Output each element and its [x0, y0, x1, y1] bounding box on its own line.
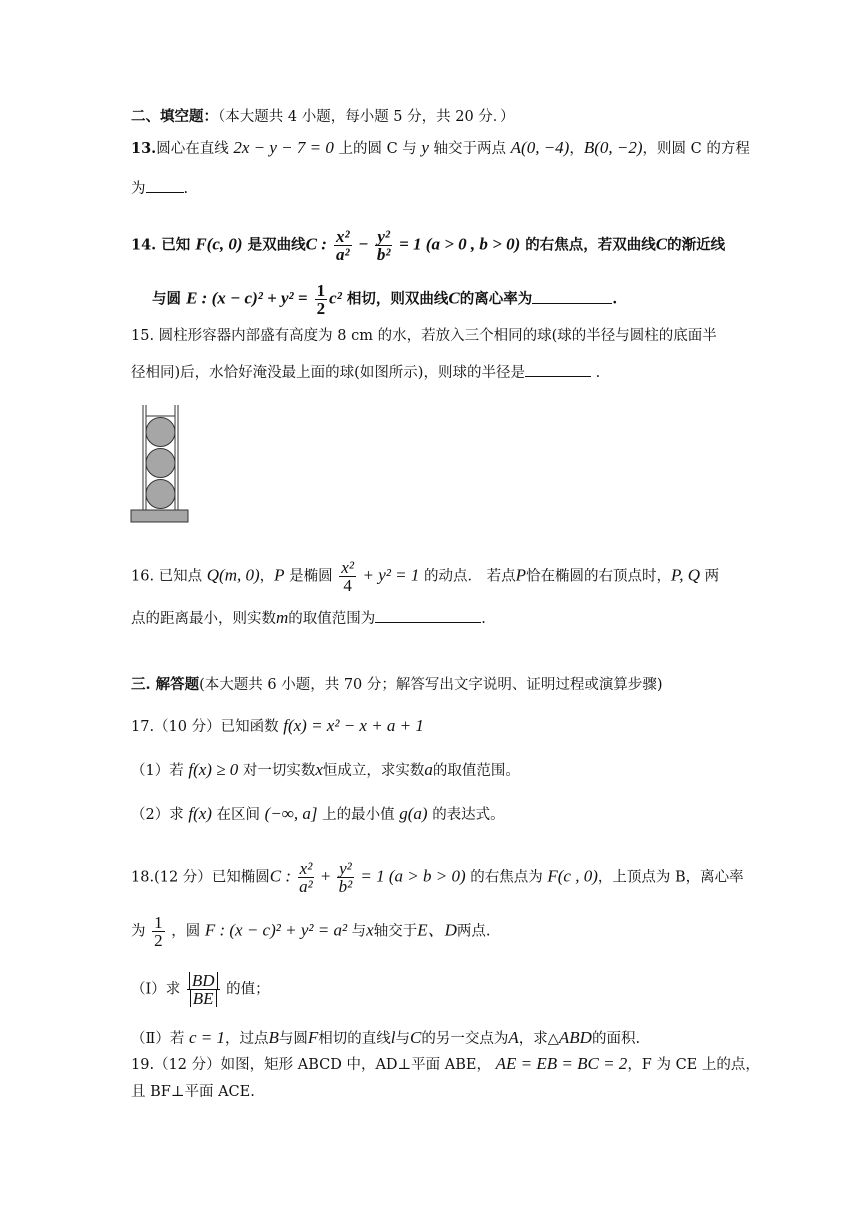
question-17-part-2: （2）求 f(x) 在区间 (−∞, a] 上的最小值 g(a) 的表达式。	[131, 804, 505, 823]
question-18-line-1: 18.(12 分）已知椭圆C : $\frac{\text{x²}}{\text{a²}}$ + $\frac{\text{y²}}{\text{b²}}$ = 1 (a > b > 0) 的右焦点为 F(c , 0)，上顶点为 B，离心率	[131, 859, 744, 896]
question-18-line-2: 为 $\frac{1}{2}$ ，圆 F : (x − c)² + y² = a² 与x轴交于E、D两点.	[131, 913, 491, 950]
answer-blank	[525, 362, 591, 377]
question-14-line-1: 14. 已知 F(c, 0) 是双曲线C : $\frac{\text{x²}}{\text{a²}}$ − $\frac{\text{y²}}{\text{b²}}$ = 1 (a > 0 , b > 0) 的右焦点，若双曲线C的渐近线	[131, 227, 726, 264]
question-15-line-2: 径相同)后，水恰好淹没最上面的球(如图所示)，则球的半径是 .	[131, 362, 600, 383]
line-equation: 2x − y − 7 = 0	[233, 138, 334, 157]
section-2-note: （本大题共 4 小题，每小题 5 分，共 20 分．）	[218, 109, 515, 125]
question-16-line-1: 16. 已知点 Q(m, 0)，P 是椭圆 $\frac{\text{x²}}{4}$ + y² = 1 的动点． 若点P恰在椭圆的右顶点时，P, Q 两	[131, 558, 720, 595]
question-19-line-2: 且 BF⊥平面 ACE.	[131, 1084, 255, 1100]
interval: (−∞, a]	[264, 804, 318, 823]
ball-middle	[146, 449, 175, 478]
fraction-y2-b2: $\frac{\text{y²}}{\text{b²}}$	[338, 859, 353, 896]
point-b: B(0, −2)	[583, 138, 643, 157]
fraction-x2-a2: $\frac{\text{x²}}{\text{a²}}$	[299, 859, 313, 896]
fraction-y2-b2: $\frac{\text{y²}}{\text{b²}}$	[376, 227, 391, 264]
question-14-line-2: 与圆 E : (x − c)² + y² = $\frac{1}{2}$ c² 相切，则双曲线C的离心率为 .	[152, 281, 618, 318]
question-17-line-1: 17.（10 分）已知函数 f(x) = x² − x + a + 1	[131, 716, 424, 735]
ball-top	[146, 418, 175, 447]
fraction-one-half: $\frac{1}{2}$	[154, 913, 163, 950]
point-a: A(0, −4)	[510, 138, 570, 157]
function-definition: f(x) = x² − x + a + 1	[283, 716, 424, 735]
question-18-part-2: （Ⅱ）若 c = 1，过点B与圆F相切的直线l与C的另一交点为A，求△ABD的面积.	[131, 1028, 641, 1047]
section-3-header	[131, 675, 663, 695]
answer-blank	[146, 178, 184, 193]
fraction-x2-a2: $\frac{\text{x²}}{\text{a²}}$	[335, 227, 350, 264]
answer-blank	[532, 289, 612, 304]
section-2-header	[131, 107, 515, 127]
question-15-line-1: 15. 圆柱形容器内部盛有高度为 8 cm 的水，若放入三个相同的球(球的半径与圆柱的底面半	[131, 328, 717, 344]
fraction-x2-4: $\frac{\text{x²}}{4}$	[341, 558, 354, 595]
question-17-part-1: （1）若 f(x) ≥ 0 对一切实数x恒成立，求实数a的取值范围。	[131, 760, 520, 779]
question-13-line-1: 13.圆心在直线 2x − y − 7 = 0 上的圆 C 与 y 轴交于两点 A(0, −4)，B(0, −2)，则圆 C 的方程	[131, 138, 750, 157]
fraction-one-half: $\frac{1}{2}$	[316, 281, 326, 318]
ball-bottom	[146, 480, 175, 509]
section-2-title: 二、填空题：	[131, 108, 218, 125]
answer-blank	[375, 608, 481, 623]
question-18-part-1: （Ⅰ）求 $\frac{BD}{BE}$ 的值；	[131, 971, 270, 1008]
question-19-line-1: 19.（12 分）如图，矩形 ABCD 中，AD⊥平面 ABE， AE = EB = BC = 2，F 为 CE 上的点，	[131, 1054, 760, 1073]
ratio-bd-be: $\frac{BD}{BE}$	[187, 972, 220, 1007]
section-3-title: 三. 解答题	[131, 676, 200, 693]
circle-equation: F : (x − c)² + y² = a²	[204, 920, 348, 940]
question-13-line-2: 为 .	[131, 178, 188, 199]
cylinder-three-balls-figure	[128, 403, 192, 525]
base-plate	[131, 510, 188, 522]
question-16-line-2: 点的距离最小，则实数m的取值范围为 .	[131, 608, 486, 627]
section-3-note: (本大题共 6 小题，共 70 分；解答写出文字说明、证明过程或演算步骤)	[199, 677, 663, 693]
